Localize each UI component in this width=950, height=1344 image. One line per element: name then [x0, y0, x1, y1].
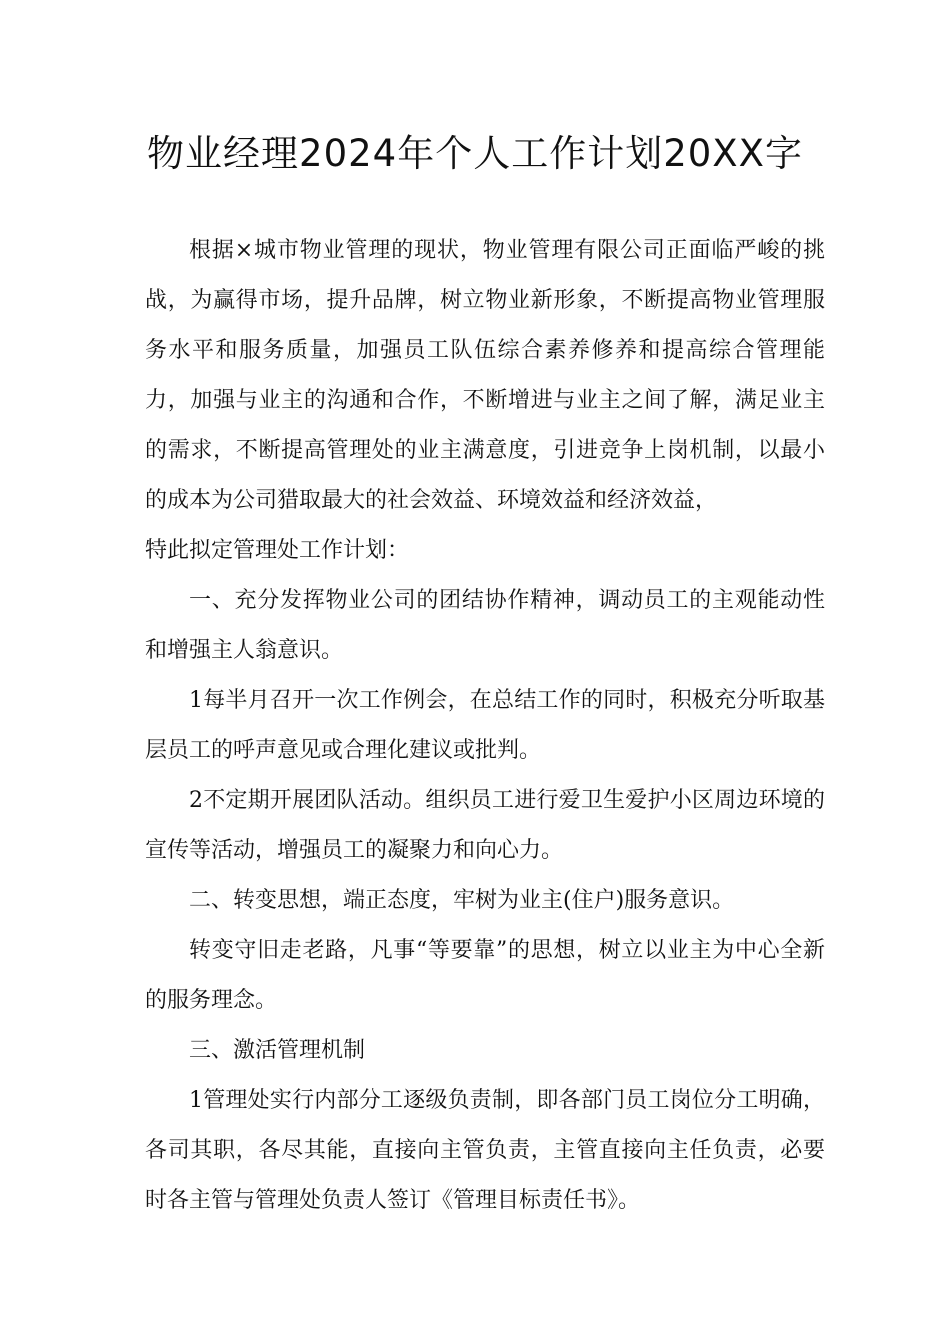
paragraph-plan-statement: 特此拟定管理处工作计划：	[145, 538, 410, 563]
section-heading-3: 三、激活管理机制	[189, 1038, 366, 1063]
paragraph-intro: 根据×城市物业管理的现状，物业管理有限公司正面临严峻的挑战，为赢得市场，提升品牌，树立物业新形象，不断提高物业管理服务水平和服务质量，加强员工队伍综合素养修养和提高综合管理能力，加强与业主的沟通和合作，不断增进与业主之间了解，满足业主的需求，不断提高管理处的业主满意度，引进竞争上岗机制，以最小的成本为公司猎取最大的社会效益、环境效益和经济效益，	[145, 238, 825, 513]
page-title: 物业经理2024年个人工作计划20XX字	[147, 132, 803, 175]
list-item-1-1: 1每半月召开一次工作例会，在总结工作的同时，积极充分听取基层员工的呼声意见或合理化建议或批判。	[145, 688, 825, 763]
document-body	[145, 226, 825, 1226]
section-heading-1: 一、充分发挥物业公司的团结协作精神，调动员工的主观能动性和增强主人翁意识。	[145, 588, 825, 663]
paragraph-2-body: 转变守旧走老路，凡事“等要靠”的思想，树立以业主为中心全新的服务理念。	[145, 938, 825, 1013]
list-item-3-1: 1管理处实行内部分工逐级负责制，即各部门员工岗位分工明确，各司其职，各尽其能，直接向主管负责，主管直接向主任负责，必要时各主管与管理处负责人签订《管理目标责任书》。	[145, 1088, 825, 1213]
list-item-1-2: 2不定期开展团队活动。组织员工进行爱卫生爱护小区周边环境的宣传等活动，增强员工的凝聚力和向心力。	[145, 788, 825, 863]
section-heading-2: 二、转变思想，端正态度，牢树为业主(住户)服务意识。	[189, 888, 735, 913]
